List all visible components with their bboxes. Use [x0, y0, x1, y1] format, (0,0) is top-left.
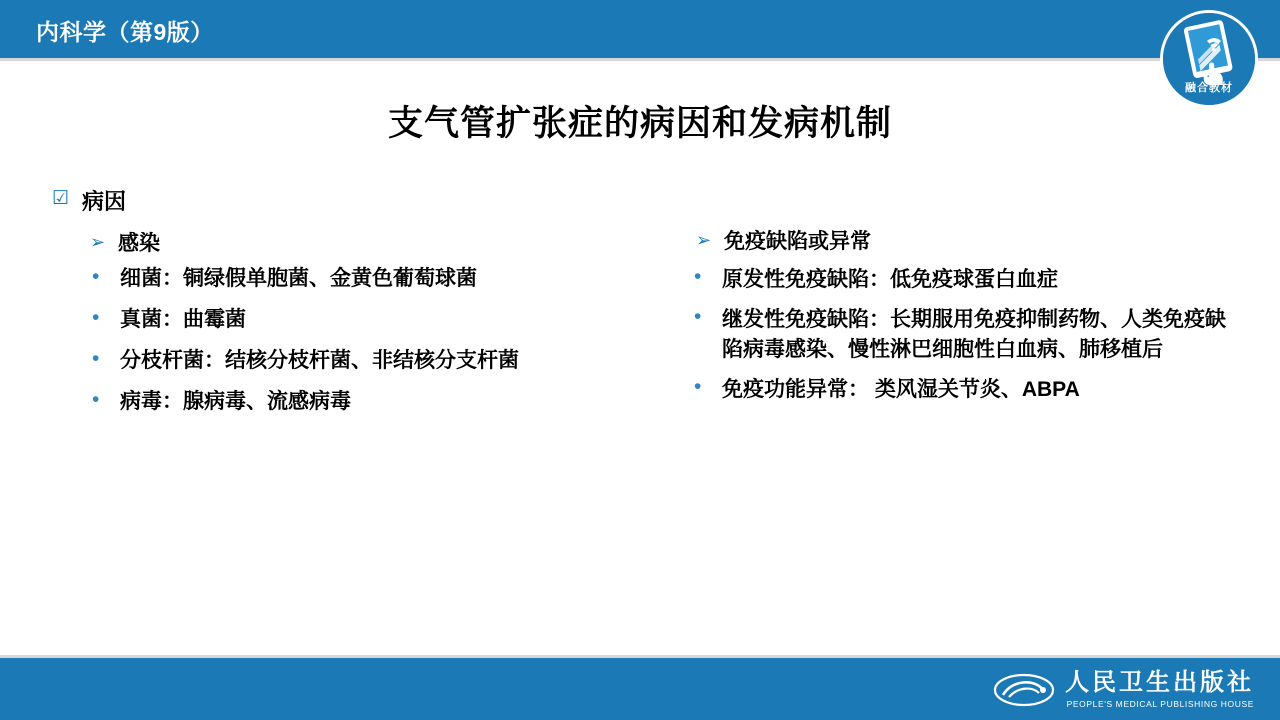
dot-bullet-icon: •: [694, 265, 702, 289]
book-title: 内科学（第9版）: [36, 19, 214, 45]
left-content-column: [52, 188, 672, 429]
subsection-heading-label: 免疫缺陷或异常: [724, 230, 871, 253]
subsection-heading-immune: [696, 228, 1246, 255]
list-item: [92, 347, 672, 376]
list-item: [92, 388, 672, 417]
dot-bullet-icon: •: [92, 346, 100, 370]
list-item-label: 分枝杆菌：结核分枝杆菌、非结核分支杆菌: [120, 348, 519, 372]
publisher-name-cn: 人民卫生出版社: [1065, 670, 1254, 696]
page-title: 支气管扩张症的病因和发病机制: [387, 104, 892, 143]
checkbox-marker-icon: ☑: [52, 188, 70, 209]
list-item: [694, 265, 1246, 295]
publisher-logo: [993, 670, 1254, 710]
list-item: [694, 305, 1246, 365]
subsection-heading-label: 感染: [118, 231, 160, 255]
arrow-bullet-icon: ➢: [696, 230, 712, 250]
textbook-badge: [1160, 10, 1258, 108]
list-item-label: 真菌：曲霉菌: [120, 307, 246, 331]
publisher-swirl-icon: [993, 670, 1055, 710]
arrow-bullet-icon: ➢: [90, 231, 106, 252]
list-item: [92, 265, 672, 294]
subsection-heading-infection: [90, 230, 672, 257]
list-item-label: 免疫功能异常： 类风湿关节炎、ABPA: [722, 377, 1080, 401]
dot-bullet-icon: •: [694, 305, 702, 329]
section-heading-cause: [52, 188, 672, 216]
list-item-label: 病毒：腺病毒、流感病毒: [120, 389, 351, 413]
list-item: [694, 375, 1246, 405]
dot-bullet-icon: •: [92, 264, 100, 288]
publisher-name-en: PEOPLE'S MEDICAL PUBLISHING HOUSE: [1066, 699, 1254, 709]
dot-bullet-icon: •: [92, 387, 100, 411]
dot-bullet-icon: •: [92, 305, 100, 329]
list-item-label: 原发性免疫缺陷：低免疫球蛋白血症: [722, 268, 1058, 292]
dot-bullet-icon: •: [694, 374, 702, 398]
list-item-label: 细菌：铜绿假单胞菌、金黄色葡萄球菌: [120, 266, 477, 290]
header-divider: [0, 58, 1280, 61]
list-item: [92, 306, 672, 335]
badge-label: 融合教材: [1185, 82, 1233, 94]
list-item-label: 继发性免疫缺陷：长期服用免疫抑制药物、人类免疫缺陷病毒感染、慢性淋巴细胞性白血病、肺移植后: [722, 308, 1226, 361]
section-heading-label: 病因: [82, 189, 127, 214]
right-content-column: [686, 228, 1246, 415]
